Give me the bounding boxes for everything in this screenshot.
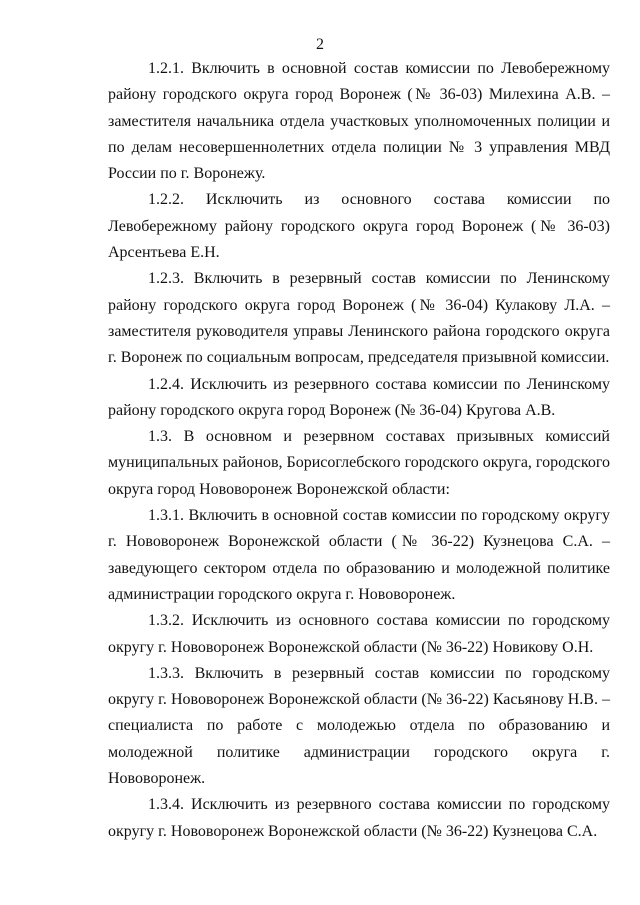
paragraph-1-2-2: 1.2.2. Исключить из основного состава комиссии по Левобережному району городского округа город Воронеж (№ 36-03) Арсентьева Е.Н. (108, 191, 610, 262)
document-body (108, 56, 610, 845)
paragraph-1-3-2: 1.3.2. Исключить из основного состава комиссии по городскому округу г. Нововоронеж Воронежской области (№ 36-22) Новикову О.Н. (108, 612, 610, 656)
paragraph-1-2-4: 1.2.4. Исключить из резервного состава комиссии по Ленинскому району городского округа город Воронеж (№ 36-04) Кругова А.В. (108, 375, 610, 419)
paragraph-1-2-1: 1.2.1. Включить в основной состав комиссии по Левобережному району городского округа город Воронеж (№ 36-03) Милехина А.В. – заместителя начальника отдела участковых уполномоченных полиции и по делам несовершеннолетних отдела полиции № 3 управления МВД России по г. Воронежу. (108, 60, 610, 183)
paragraph-1-3: 1.3. В основном и резервном составах призывных комиссий муниципальных районов, Борисоглебского городского округа, городского округа город Нововоронеж Воронежской области: (108, 428, 610, 498)
paragraph-1-3-3: 1.3.3. Включить в резервный состав комиссии по городскому округу г. Нововоронеж Воронежской области (№ 36-22) Касьянову Н.В. – специалиста по работе с молодежью отдела по образованию и молодежной политике администрации городского округа г. Нововоронеж. (108, 664, 610, 788)
paragraph-1-3-4: 1.3.4. Исключить из резервного состава комиссии по городскому округу г. Нововоронеж Воронежской области (№ 36-22) Кузнецова С.А. (108, 796, 610, 840)
paragraph-1-3-1: 1.3.1. Включить в основной состав комиссии по городскому округу г. Нововоронеж Воронежской области (№ 36-22) Кузнецова С.А. – заведующего сектором отдела по образованию и молодежной политике администрации городского округа г. Нововоронеж. (108, 507, 610, 603)
paragraph-1-2-3: 1.2.3. Включить в резервный состав комиссии по Ленинскому району городского округа город Воронеж (№ 36-04) Кулакову Л.А. – заместителя руководителя управы Ленинского района городского округа г. Воронеж по социальным вопросам, председателя призывной комиссии. (108, 270, 610, 367)
page-number: 2 (316, 36, 324, 53)
